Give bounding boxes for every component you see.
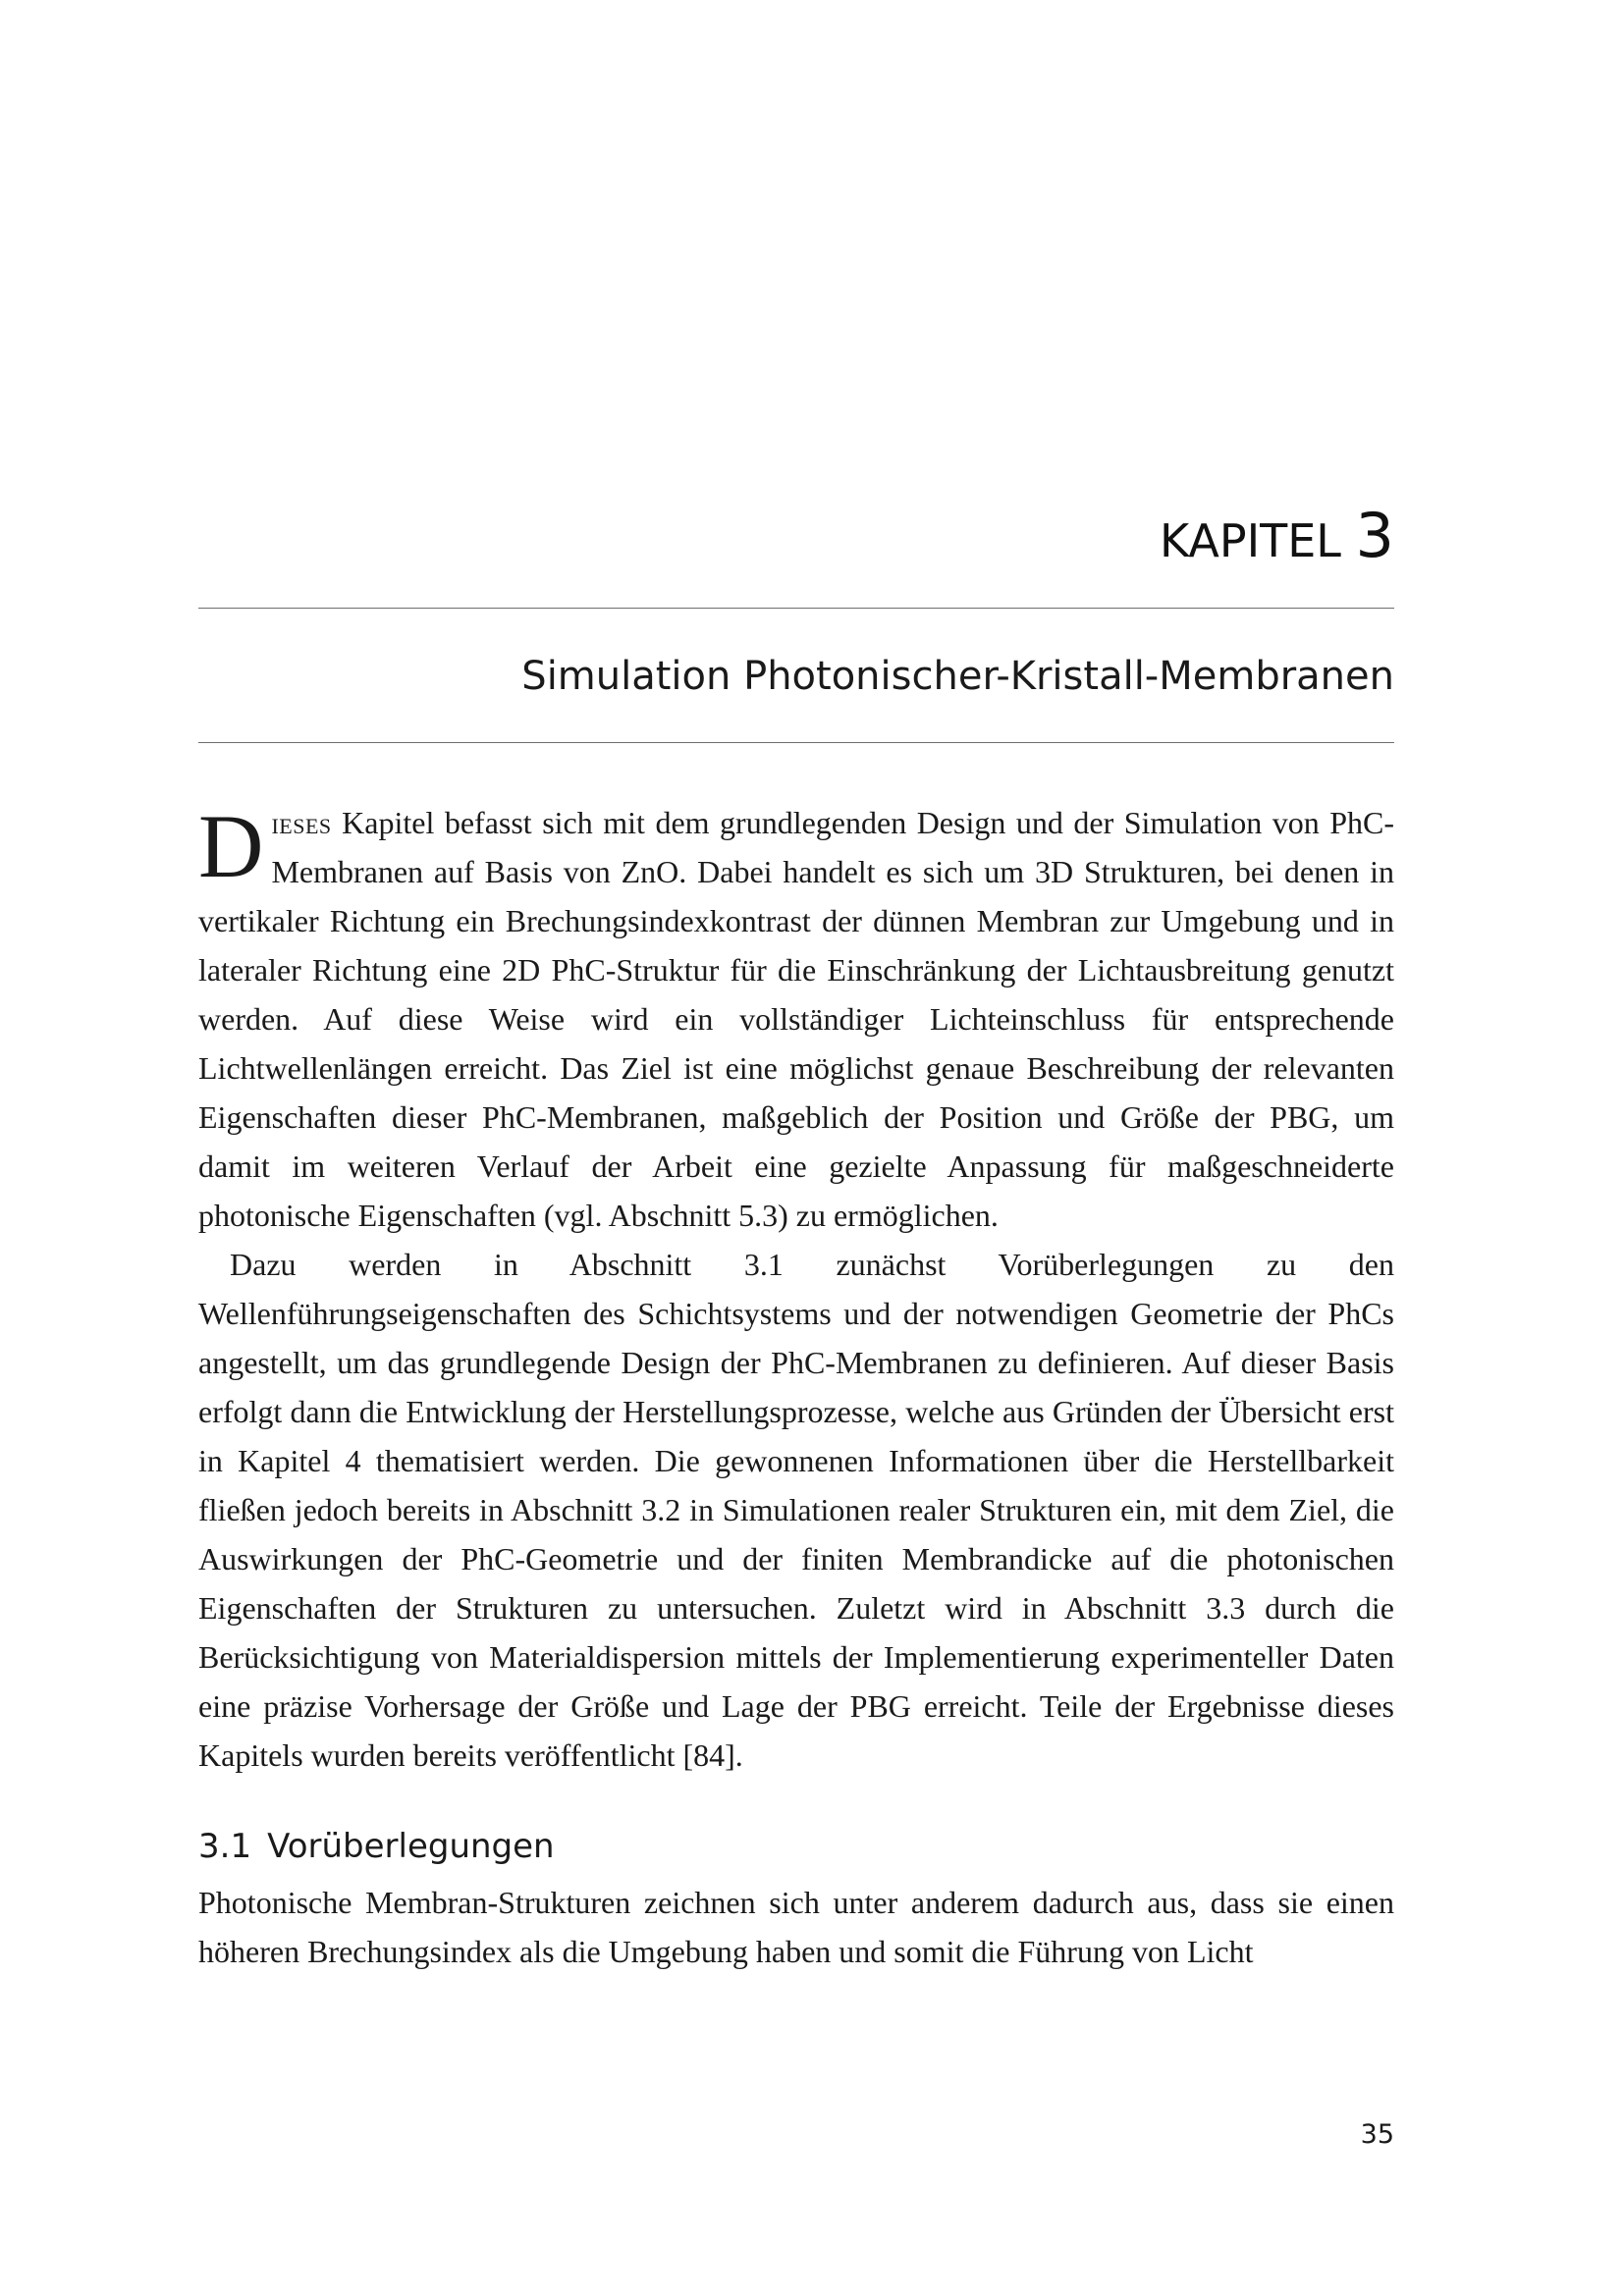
intro-paragraph-2: Dazu werden in Abschnitt 3.1 zunächst Vorüberlegungen zu den Wellenführungseigenschaften des Schichtsystems und der notwendigen Geometrie der PhCs angestellt, um das grundlegende Design der PhC-Membranen zu definieren. Auf dieser Basis erfolgt dann die Entwicklung der Herstellungsprozesse, welche aus Gründen der Übersicht erst in Kapitel 4 thematisiert werden. Die gewonnenen Informationen über die Herstellbarkeit fließen jedoch bereits in Abschnitt 3.2 in Simulationen realer Strukturen ein, mit dem Ziel, die Auswirkungen der PhC-Geometrie und der finiten Membrandicke auf die photonischen Eigenschaften der Strukturen zu untersuchen. Zuletzt wird in Abschnitt 3.3 durch die Berücksichtigung von Materialdispersion mittels der Implementierung experimenteller Daten eine präzise Vorhersage der Größe und Lage der PBG erreicht. Teile der Ergebnisse dieses Kapitels wurden bereits veröffentlicht [84]. xyxy=(198,1247,1394,1773)
chapter-label-word: KAPITEL xyxy=(1160,514,1341,567)
chapter-number: 3 xyxy=(1355,500,1394,571)
intro-paragraph-1 xyxy=(198,798,1394,1240)
page-number: 35 xyxy=(1360,2119,1394,2150)
chapter-title: Simulation Photonischer-Kristall-Membranen xyxy=(521,654,1394,699)
chapter-label xyxy=(1160,502,1394,575)
section-number: 3.1 xyxy=(198,1827,252,1866)
chapter-rule-top xyxy=(198,608,1394,609)
intro-paragraph-1-text: Kapitel befasst sich mit dem grundlegenden Design und der Simulation von PhC-Membranen auf Basis von ZnO. Dabei handelt es sich um 3D Strukturen, bei denen in vertikaler Richtung ein Brechungsindexkontrast der dünnen Membran zur Umgebung und in lateraler Richtung eine 2D PhC-Struktur für die Einschränkung der Lichtausbreitung genutzt werden. Auf diese Weise wird ein vollständiger Lichteinschluss für entsprechende Lichtwellenlängen erreicht. Das Ziel ist eine möglichst genaue Beschreibung der relevanten Eigenschaften dieser PhC-Membranen, maßgeblich der Position und Größe der PBG, um damit im weiteren Verlauf der Arbeit eine gezielte Anpassung für maßgeschneiderte photonische Eigenschaften (vgl. Abschnitt 5.3) zu ermöglichen. xyxy=(198,805,1394,1233)
section-paragraph-1: Photonische Membran-Strukturen zeichnen sich unter anderem dadurch aus, dass sie einen höheren Brechungsindex als die Umgebung haben und somit die Führung von Licht xyxy=(198,1885,1394,1969)
drop-cap: D xyxy=(198,796,264,896)
chapter-rule-bottom xyxy=(198,742,1394,743)
section-title: Vorüberlegungen xyxy=(267,1827,555,1866)
lead-in-smallcaps: ieses xyxy=(271,805,332,840)
section-heading xyxy=(198,1822,555,1871)
